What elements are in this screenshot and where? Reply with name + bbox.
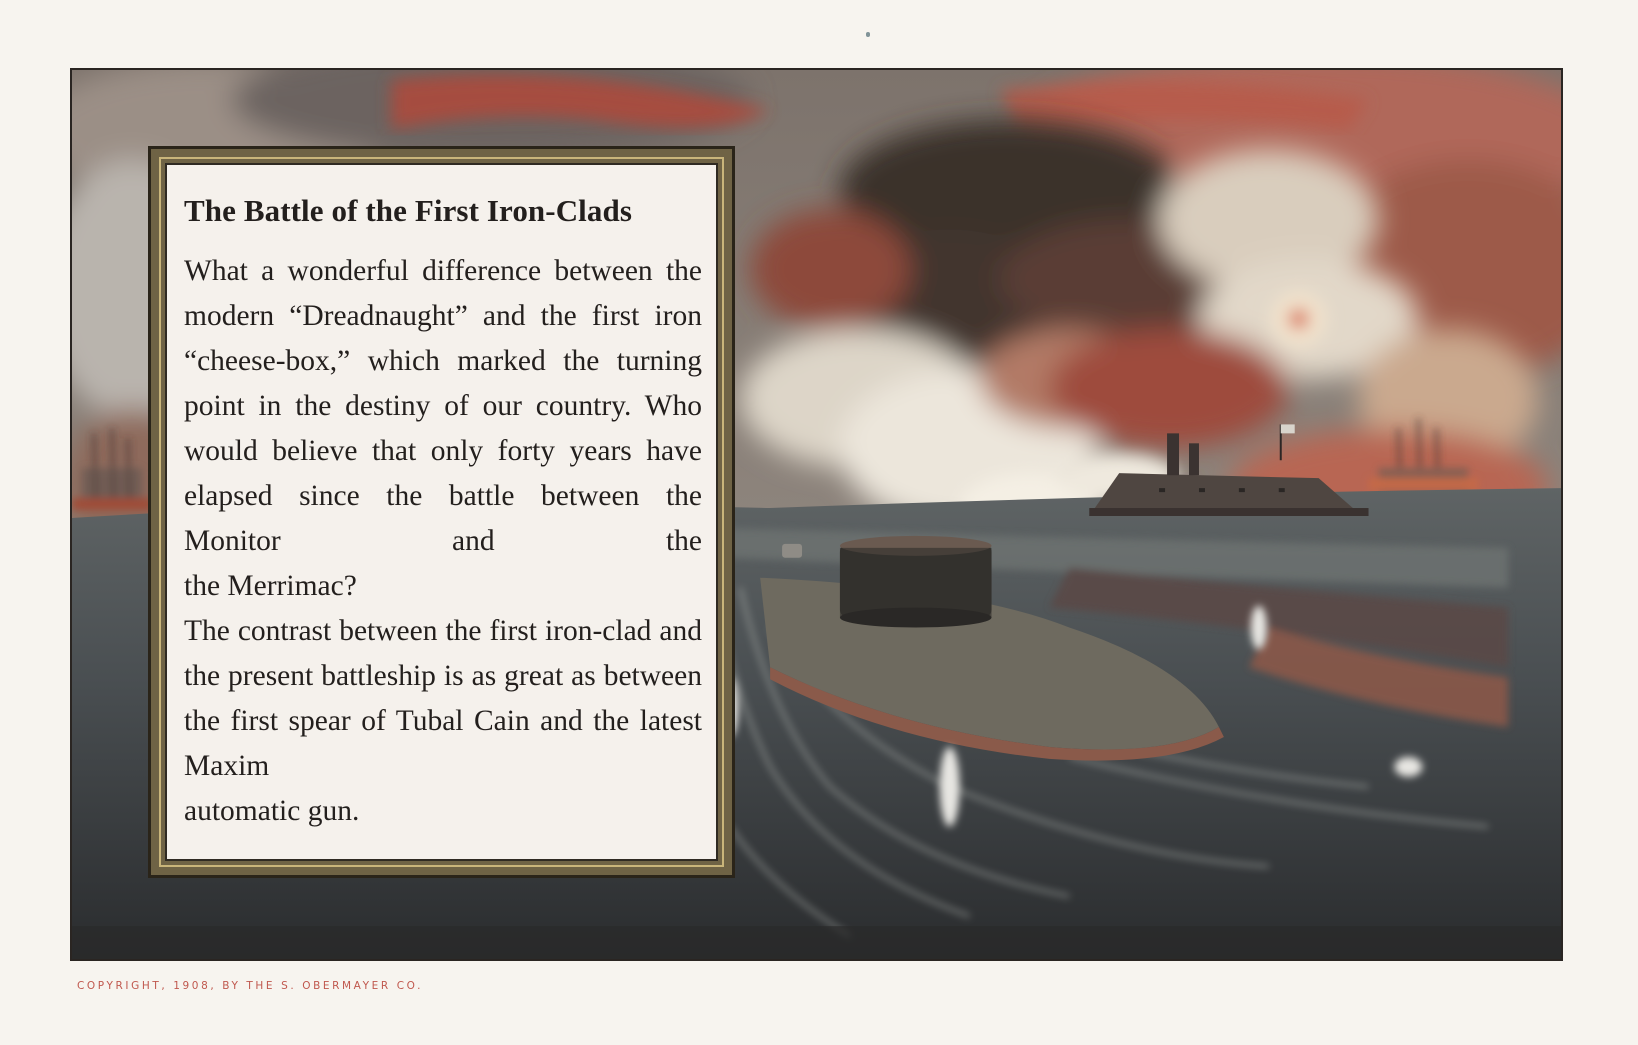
card-title: The Battle of the First Iron-Clads: [184, 193, 632, 228]
paragraph-1-body: What a wonderful difference between the modern “Dreadnaught” and the first iron “cheese-box,” which marked the turning point in the destiny of our country. Who would believe that only forty years have elapsed since the battle between the Monitor and the: [184, 255, 702, 557]
copyright-line: COPYRIGHT, 1908, BY THE S. OBERMAYER CO.: [77, 980, 424, 992]
paragraph-1-end: the Merrimac?: [184, 570, 357, 602]
text-frame: [148, 146, 735, 878]
paragraph-2-end: automatic gun.: [184, 795, 360, 827]
text-panel: [165, 163, 718, 861]
paragraph-2: [184, 609, 702, 834]
paper-speck: [866, 32, 870, 37]
paragraph-1: [184, 249, 702, 609]
paragraph-2-body: The contrast between the first iron-clad and the present battleship is as great as between the first spear of Tubal Cain and the latest Maxim: [184, 615, 702, 782]
